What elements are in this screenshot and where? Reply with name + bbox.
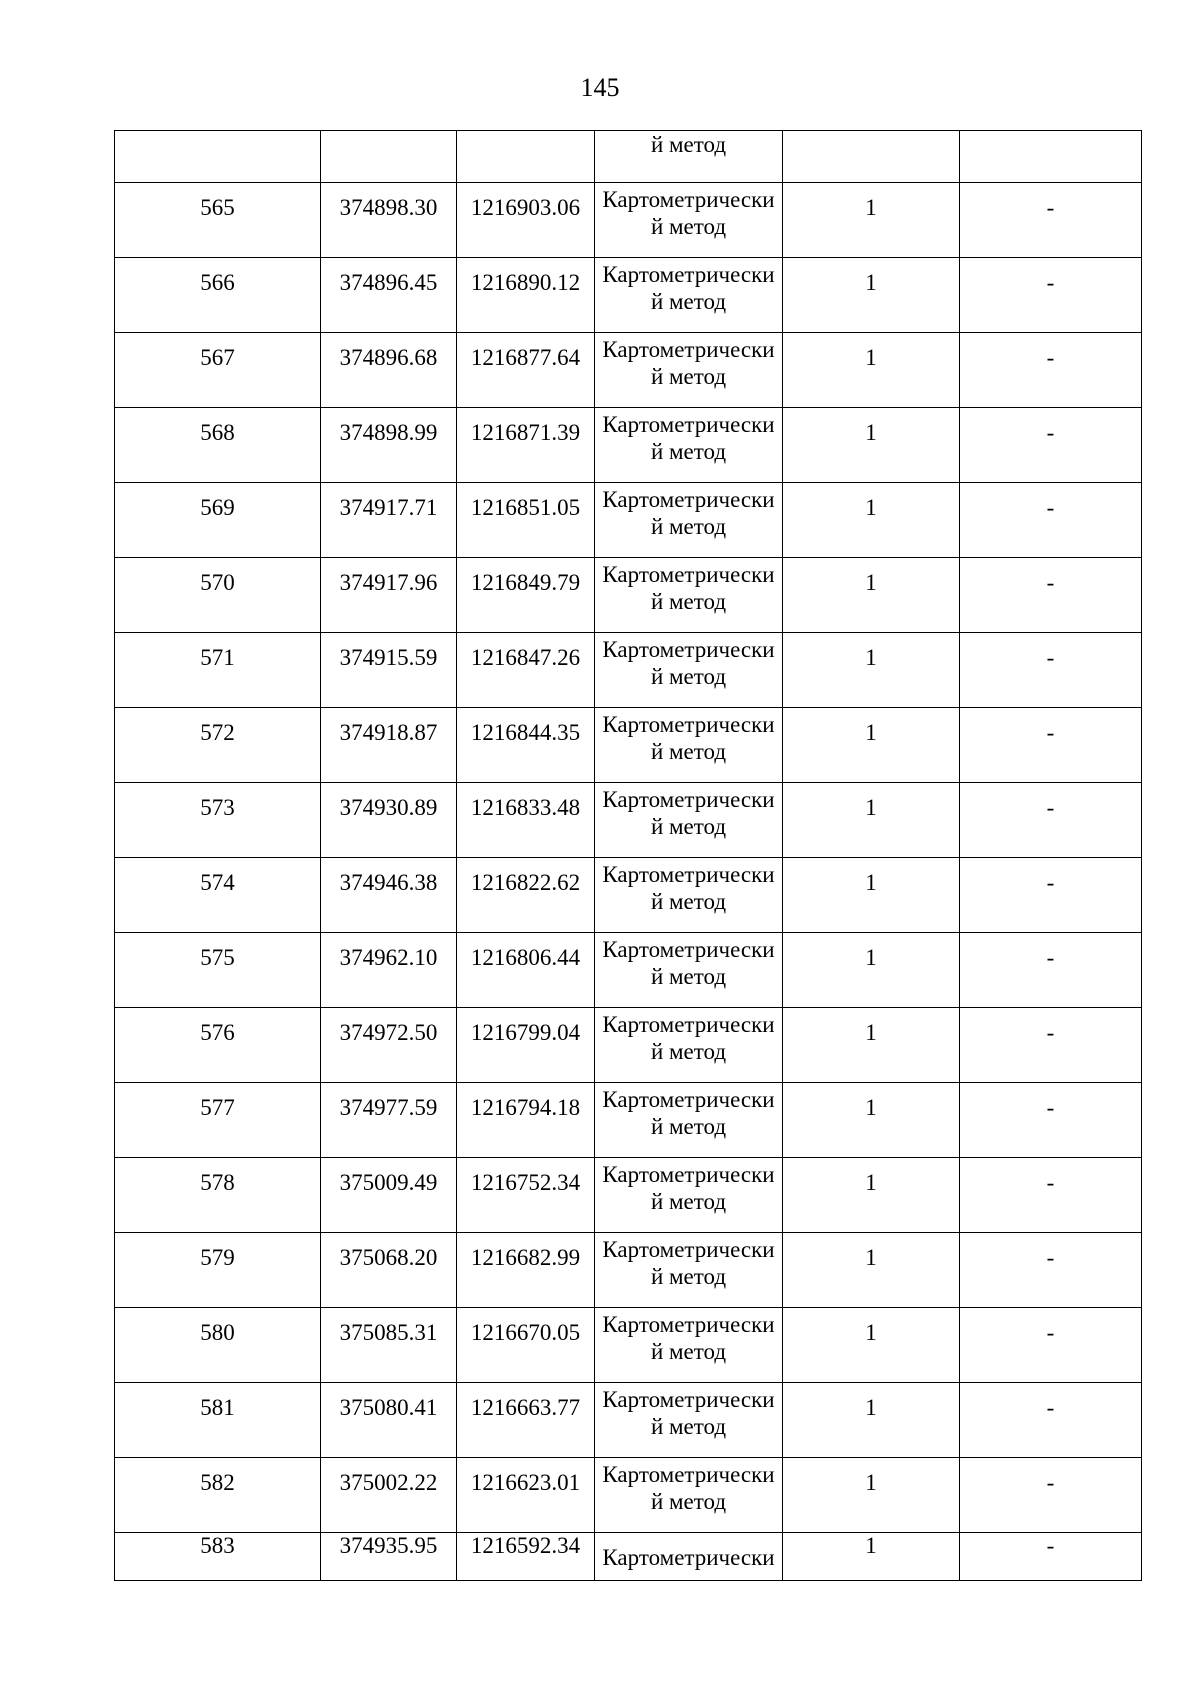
x-coordinate-cell: 374917.96 — [321, 558, 457, 633]
y-coordinate-cell: 1216752.34 — [457, 1158, 595, 1233]
table-row — [115, 708, 1142, 783]
accuracy-cell: 1 — [783, 858, 960, 933]
point-number-cell: 578 — [115, 1158, 321, 1233]
method-cell — [595, 1158, 783, 1233]
table-row — [115, 483, 1142, 558]
note-cell: - — [960, 708, 1142, 783]
table-row — [115, 933, 1142, 1008]
note-cell: - — [960, 1383, 1142, 1458]
method-cell — [595, 408, 783, 483]
method-cell — [595, 933, 783, 1008]
accuracy-cell: 1 — [783, 783, 960, 858]
x-coordinate-cell: 374917.71 — [321, 483, 457, 558]
method-text: Картометрически й метод — [602, 412, 775, 464]
note-cell: - — [960, 1233, 1142, 1308]
table-row — [115, 558, 1142, 633]
x-coordinate-cell: 375009.49 — [321, 1158, 457, 1233]
page-number: 145 — [580, 73, 620, 102]
point-number-cell: 565 — [115, 183, 321, 258]
x-coordinate-cell: 374898.30 — [321, 183, 457, 258]
method-text: Картометрически й метод — [602, 262, 775, 314]
method-cell — [595, 333, 783, 408]
y-coordinate-cell: 1216794.18 — [457, 1083, 595, 1158]
point-number-cell: 570 — [115, 558, 321, 633]
method-text: Картометрически й метод — [602, 337, 775, 389]
note-cell: - — [960, 1308, 1142, 1383]
accuracy-cell: 1 — [783, 1383, 960, 1458]
x-coordinate-cell: 374918.87 — [321, 708, 457, 783]
method-cell — [595, 483, 783, 558]
x-coordinate-cell: 374915.59 — [321, 633, 457, 708]
method-text: Картометрически й метод — [602, 1312, 775, 1364]
method-text: Картометрически й метод — [602, 487, 775, 539]
method-text: Картометрически й метод — [602, 787, 775, 839]
accuracy-cell: 1 — [783, 1008, 960, 1083]
x-coordinate-cell: 374896.68 — [321, 333, 457, 408]
method-text: й метод — [650, 132, 727, 157]
y-coordinate-cell: 1216822.62 — [457, 858, 595, 933]
y-coordinate-cell: 1216670.05 — [457, 1308, 595, 1383]
method-text: Картометрически й метод — [602, 1237, 775, 1289]
method-text: Картометрически й метод — [602, 562, 775, 614]
y-coordinate-cell: 1216663.77 — [457, 1383, 595, 1458]
point-number-cell: 572 — [115, 708, 321, 783]
x-coordinate-cell: 374935.95 — [321, 1533, 457, 1581]
table-row — [115, 1533, 1142, 1581]
x-coordinate-cell: 374962.10 — [321, 933, 457, 1008]
y-coordinate-cell: 1216847.26 — [457, 633, 595, 708]
method-text: Картометрически й метод — [602, 862, 775, 914]
point-number-cell: 574 — [115, 858, 321, 933]
y-coordinate-cell: 1216592.34 — [457, 1533, 595, 1581]
x-coordinate-cell: 374946.38 — [321, 858, 457, 933]
y-coordinate-cell: 1216849.79 — [457, 558, 595, 633]
point-number-cell: 577 — [115, 1083, 321, 1158]
y-coordinate-cell: 1216877.64 — [457, 333, 595, 408]
method-cell — [595, 258, 783, 333]
method-text: Картометрически й метод — [602, 712, 775, 764]
note-cell: - — [960, 333, 1142, 408]
point-number-cell: 583 — [115, 1533, 321, 1581]
y-coordinate-cell: 1216682.99 — [457, 1233, 595, 1308]
method-cell — [595, 1308, 783, 1383]
x-coordinate-cell: 374930.89 — [321, 783, 457, 858]
method-cell — [595, 633, 783, 708]
method-text: Картометрически — [602, 1545, 775, 1570]
note-cell — [960, 131, 1142, 183]
x-coordinate-cell: 375068.20 — [321, 1233, 457, 1308]
point-number-cell: 566 — [115, 258, 321, 333]
y-coordinate-cell: 1216890.12 — [457, 258, 595, 333]
x-coordinate-cell: 375085.31 — [321, 1308, 457, 1383]
coordinates-table — [114, 130, 1142, 1581]
point-number-cell: 582 — [115, 1458, 321, 1533]
y-coordinate-cell: 1216806.44 — [457, 933, 595, 1008]
x-coordinate-cell: 374896.45 — [321, 258, 457, 333]
table-row — [115, 1383, 1142, 1458]
continuation-row — [115, 131, 1142, 183]
x-coordinate-cell: 374977.59 — [321, 1083, 457, 1158]
x-coordinate-cell: 375080.41 — [321, 1383, 457, 1458]
method-cell — [595, 1383, 783, 1458]
table-row — [115, 408, 1142, 483]
point-number-cell: 576 — [115, 1008, 321, 1083]
method-text: Картометрически й метод — [602, 1462, 775, 1514]
method-cell — [595, 1233, 783, 1308]
note-cell: - — [960, 183, 1142, 258]
point-number-cell: 575 — [115, 933, 321, 1008]
point-number-cell: 580 — [115, 1308, 321, 1383]
y-coordinate-cell: 1216623.01 — [457, 1458, 595, 1533]
note-cell: - — [960, 858, 1142, 933]
note-cell: - — [960, 633, 1142, 708]
x-coordinate-cell: 374898.99 — [321, 408, 457, 483]
note-cell: - — [960, 558, 1142, 633]
table-row — [115, 1308, 1142, 1383]
method-cell — [595, 131, 783, 183]
y-coordinate-cell — [457, 131, 595, 183]
accuracy-cell: 1 — [783, 708, 960, 783]
table-row — [115, 783, 1142, 858]
point-number-cell: 568 — [115, 408, 321, 483]
accuracy-cell: 1 — [783, 633, 960, 708]
method-cell — [595, 1008, 783, 1083]
x-coordinate-cell: 375002.22 — [321, 1458, 457, 1533]
y-coordinate-cell: 1216799.04 — [457, 1008, 595, 1083]
note-cell: - — [960, 1083, 1142, 1158]
method-text: Картометрически й метод — [602, 937, 775, 989]
y-coordinate-cell: 1216851.05 — [457, 483, 595, 558]
note-cell: - — [960, 783, 1142, 858]
x-coordinate-cell: 374972.50 — [321, 1008, 457, 1083]
table-row — [115, 1008, 1142, 1083]
accuracy-cell: 1 — [783, 1533, 960, 1581]
accuracy-cell: 1 — [783, 408, 960, 483]
point-number-cell: 573 — [115, 783, 321, 858]
accuracy-cell: 1 — [783, 183, 960, 258]
method-text: Картометрически й метод — [602, 1012, 775, 1064]
table-row — [115, 333, 1142, 408]
accuracy-cell — [783, 131, 960, 183]
x-coordinate-cell — [321, 131, 457, 183]
method-text: Картометрически й метод — [602, 1087, 775, 1139]
point-number-cell — [115, 131, 321, 183]
point-number-cell: 579 — [115, 1233, 321, 1308]
accuracy-cell: 1 — [783, 933, 960, 1008]
note-cell: - — [960, 1008, 1142, 1083]
accuracy-cell: 1 — [783, 1233, 960, 1308]
y-coordinate-cell: 1216871.39 — [457, 408, 595, 483]
note-cell: - — [960, 933, 1142, 1008]
point-number-cell: 569 — [115, 483, 321, 558]
table-row — [115, 1083, 1142, 1158]
y-coordinate-cell: 1216833.48 — [457, 783, 595, 858]
method-cell — [595, 783, 783, 858]
table-row — [115, 1233, 1142, 1308]
method-text: Картометрически й метод — [602, 1387, 775, 1439]
note-cell: - — [960, 1158, 1142, 1233]
point-number-cell: 581 — [115, 1383, 321, 1458]
point-number-cell: 571 — [115, 633, 321, 708]
method-cell — [595, 708, 783, 783]
accuracy-cell: 1 — [783, 1158, 960, 1233]
method-text: Картометрически й метод — [602, 637, 775, 689]
method-cell — [595, 1458, 783, 1533]
table-row — [115, 633, 1142, 708]
y-coordinate-cell: 1216844.35 — [457, 708, 595, 783]
table-row — [115, 258, 1142, 333]
table-row — [115, 1458, 1142, 1533]
method-cell — [595, 1083, 783, 1158]
accuracy-cell: 1 — [783, 1308, 960, 1383]
accuracy-cell: 1 — [783, 1458, 960, 1533]
table-row — [115, 183, 1142, 258]
accuracy-cell: 1 — [783, 258, 960, 333]
accuracy-cell: 1 — [783, 1083, 960, 1158]
method-cell — [595, 858, 783, 933]
table-row — [115, 1158, 1142, 1233]
note-cell: - — [960, 483, 1142, 558]
coordinates-table-body — [115, 131, 1142, 1581]
method-cell — [595, 1533, 783, 1581]
method-cell — [595, 558, 783, 633]
table-row — [115, 858, 1142, 933]
accuracy-cell: 1 — [783, 333, 960, 408]
point-number-cell: 567 — [115, 333, 321, 408]
note-cell: - — [960, 408, 1142, 483]
accuracy-cell: 1 — [783, 558, 960, 633]
method-cell — [595, 183, 783, 258]
note-cell: - — [960, 1533, 1142, 1581]
y-coordinate-cell: 1216903.06 — [457, 183, 595, 258]
note-cell: - — [960, 258, 1142, 333]
method-text: Картометрически й метод — [602, 1162, 775, 1214]
note-cell: - — [960, 1458, 1142, 1533]
method-text: Картометрически й метод — [602, 187, 775, 239]
accuracy-cell: 1 — [783, 483, 960, 558]
